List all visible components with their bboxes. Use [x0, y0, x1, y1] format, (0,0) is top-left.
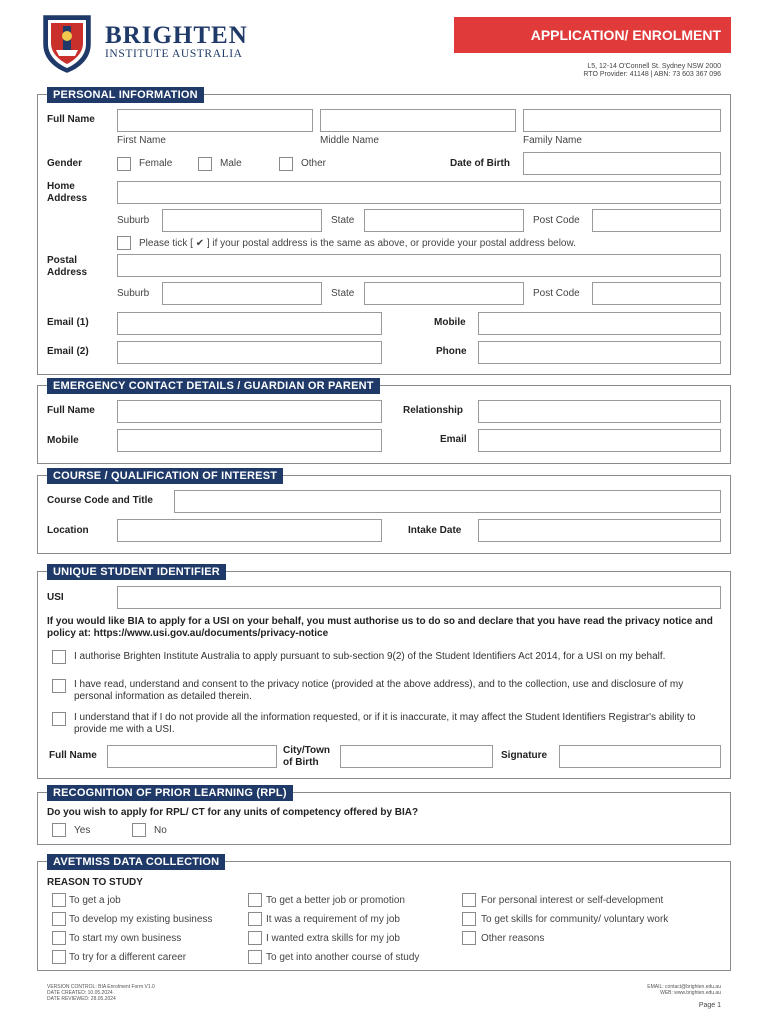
footer-email: EMAIL: contact@brighten.edu.au — [647, 984, 721, 990]
intake-date-label: Intake Date — [408, 525, 462, 536]
male-checkbox[interactable] — [198, 157, 212, 171]
reason-extra-skills-checkbox[interactable] — [248, 931, 262, 945]
reason-personal-interest-label: For personal interest or self-development — [481, 895, 664, 906]
other-checkbox[interactable] — [279, 157, 293, 171]
same-address-note: Please tick [ ✔ ] if your postal address is the same as above, or provide your postal address below. — [139, 238, 576, 249]
usi-label: USI — [47, 592, 64, 603]
usi-section-title: UNIQUE STUDENT IDENTIFIER — [47, 564, 226, 580]
usi-full-name-field[interactable] — [107, 745, 277, 768]
form-title: APPLICATION/ ENROLMENT — [530, 27, 721, 43]
dob-label: Date of Birth — [450, 158, 510, 169]
address-line: L5, 12-14 O'Connell St. Sydney NSW 2000 — [587, 63, 721, 70]
reason-develop-business-label: To develop my existing business — [69, 914, 213, 925]
usi-field[interactable] — [117, 586, 721, 609]
city-of-birth-field[interactable] — [340, 745, 493, 768]
rpl-question: Do you wish to apply for RPL/ CT for any units of competency offered by BIA? — [47, 807, 419, 818]
usi-full-name-label: Full Name — [49, 750, 97, 761]
postal-address-label: Postal Address — [47, 255, 88, 278]
usi-auth2-checkbox[interactable] — [52, 679, 66, 693]
middle-name-field[interactable] — [320, 109, 516, 132]
home-postcode-field[interactable] — [592, 209, 721, 232]
relationship-field[interactable] — [478, 400, 721, 423]
female-checkbox[interactable] — [117, 157, 131, 171]
first-name-field[interactable] — [117, 109, 313, 132]
relationship-label: Relationship — [403, 405, 464, 416]
emergency-full-name-label: Full Name — [47, 405, 95, 416]
full-name-label: Full Name — [47, 114, 95, 125]
rpl-section-title: RECOGNITION OF PRIOR LEARNING (RPL) — [47, 785, 293, 801]
reason-extra-skills-label: I wanted extra skills for my job — [266, 933, 400, 944]
reason-better-job-label: To get a better job or promotion — [266, 895, 405, 906]
emergency-full-name-field[interactable] — [117, 400, 382, 423]
postal-postcode-label: Post Code — [533, 288, 580, 299]
course-section — [37, 475, 731, 554]
course-code-label: Course Code and Title — [47, 495, 153, 506]
home-state-label: State — [331, 215, 355, 226]
form-title-banner — [454, 17, 731, 53]
postal-state-field[interactable] — [364, 282, 524, 305]
reason-community-label: To get skills for community/ voluntary work — [481, 914, 669, 925]
male-label: Male — [220, 158, 242, 169]
usi-auth1-checkbox[interactable] — [52, 650, 66, 664]
emergency-mobile-field[interactable] — [117, 429, 382, 452]
signature-field[interactable] — [559, 745, 721, 768]
postal-address-field[interactable] — [117, 254, 721, 277]
avetmiss-section-title: AVETMISS DATA COLLECTION — [47, 854, 225, 870]
reason-different-career-checkbox[interactable] — [52, 950, 66, 964]
postal-suburb-field[interactable] — [162, 282, 322, 305]
personal-section-title: PERSONAL INFORMATION — [47, 87, 204, 103]
rpl-no-label: No — [154, 825, 167, 836]
reason-other-checkbox[interactable] — [462, 931, 476, 945]
usi-auth3-checkbox[interactable] — [52, 712, 66, 726]
usi-note: If you would like BIA to apply for a USI on your behalf, you must authorise us to do so and declare that you have read the privacy notice and policy at: https://www.usi.gov.au/documents/privacy-notice — [47, 616, 713, 639]
emergency-section — [37, 385, 731, 464]
rpl-yes-label: Yes — [74, 825, 91, 836]
footer-web: WEB: www.brighten.edu.au — [660, 990, 721, 996]
brand-subtitle: INSTITUTE AUSTRALIA — [105, 48, 243, 60]
first-name-caption: First Name — [117, 135, 166, 146]
usi-auth1-text: I authorise Brighten Institute Australia to apply pursuant to sub-section 9(2) of the Student Identifiers Act 2014, for a USI on my behalf. — [74, 651, 666, 662]
logo-shield — [42, 14, 92, 74]
reason-job-requirement-label: It was a requirement of my job — [266, 914, 400, 925]
reason-start-business-label: To start my own business — [69, 933, 182, 944]
reason-community-checkbox[interactable] — [462, 912, 476, 926]
phone-label: Phone — [436, 346, 467, 357]
reason-to-study-label: REASON TO STUDY — [47, 877, 143, 888]
gender-label: Gender — [47, 158, 83, 169]
reason-another-course-label: To get into another course of study — [266, 952, 420, 963]
usi-auth2-text: I have read, understand and consent to the privacy notice (provided at the above address), and to the collection, use and disclosure of my personal information as detailed therein. — [74, 679, 684, 702]
location-label: Location — [47, 525, 89, 536]
middle-name-caption: Middle Name — [320, 135, 379, 146]
home-state-field[interactable] — [364, 209, 524, 232]
home-suburb-label: Suburb — [117, 215, 150, 226]
postal-state-label: State — [331, 288, 355, 299]
city-of-birth-label: City/Town of Birth — [283, 745, 331, 768]
same-address-checkbox[interactable] — [117, 236, 131, 250]
reason-other-label: Other reasons — [481, 933, 545, 944]
footer-version: VERSION CONTROL: BIA Enrolment Form V1.0 — [47, 984, 155, 990]
family-name-caption: Family Name — [523, 135, 582, 146]
page-number: Page 1 — [698, 1002, 721, 1009]
home-address-field[interactable] — [117, 181, 721, 204]
brand-name: BRIGHTEN — [105, 22, 248, 49]
reason-another-course-checkbox[interactable] — [248, 950, 262, 964]
email1-field[interactable] — [117, 312, 382, 335]
email2-field[interactable] — [117, 341, 382, 364]
course-section-title: COURSE / QUALIFICATION OF INTEREST — [47, 468, 283, 484]
footer-created: DATE CREATED: 10.05.2024 — [47, 990, 113, 996]
reason-better-job-checkbox[interactable] — [248, 893, 262, 907]
intake-date-field[interactable] — [478, 519, 721, 542]
emergency-mobile-label: Mobile — [47, 435, 79, 446]
reason-job-requirement-checkbox[interactable] — [248, 912, 262, 926]
dob-field[interactable] — [523, 152, 721, 175]
email2-label: Email (2) — [47, 346, 89, 357]
location-field[interactable] — [117, 519, 382, 542]
family-name-field[interactable] — [523, 109, 721, 132]
home-address-label: Home Address — [47, 181, 88, 204]
reason-develop-business-checkbox[interactable] — [52, 912, 66, 926]
usi-auth3-text: I understand that if I do not provide all the information requested, or if it is inaccurate, it may affect the Student Identifiers Registrar's ability to provide me with a USI. — [74, 712, 696, 735]
course-code-field[interactable] — [174, 490, 721, 513]
emergency-email-field[interactable] — [478, 429, 721, 452]
other-label: Other — [301, 158, 327, 169]
email1-label: Email (1) — [47, 317, 89, 328]
mobile-label: Mobile — [434, 317, 466, 328]
emergency-email-label: Email — [440, 434, 467, 445]
reason-get-job-checkbox[interactable] — [52, 893, 66, 907]
reason-get-job-label: To get a job — [69, 895, 121, 906]
rpl-no-checkbox[interactable] — [132, 823, 146, 837]
rto-line: RTO Provider: 41148 | ABN: 73 603 367 096 — [583, 71, 721, 78]
home-postcode-label: Post Code — [533, 215, 580, 226]
mobile-field[interactable] — [478, 312, 721, 335]
signature-label: Signature — [501, 750, 548, 761]
postal-postcode-field[interactable] — [592, 282, 721, 305]
female-label: Female — [139, 158, 173, 169]
postal-suburb-label: Suburb — [117, 288, 150, 299]
emergency-section-title: EMERGENCY CONTACT DETAILS / GUARDIAN OR PARENT — [47, 378, 380, 394]
reason-start-business-checkbox[interactable] — [52, 931, 66, 945]
reason-personal-interest-checkbox[interactable] — [462, 893, 476, 907]
shield-icon — [42, 14, 92, 74]
footer-reviewed: DATE REVIEWED: 28.05.2024 — [47, 996, 116, 1002]
reason-different-career-label: To try for a different career — [69, 952, 187, 963]
phone-field[interactable] — [478, 341, 721, 364]
home-suburb-field[interactable] — [162, 209, 322, 232]
rpl-yes-checkbox[interactable] — [52, 823, 66, 837]
